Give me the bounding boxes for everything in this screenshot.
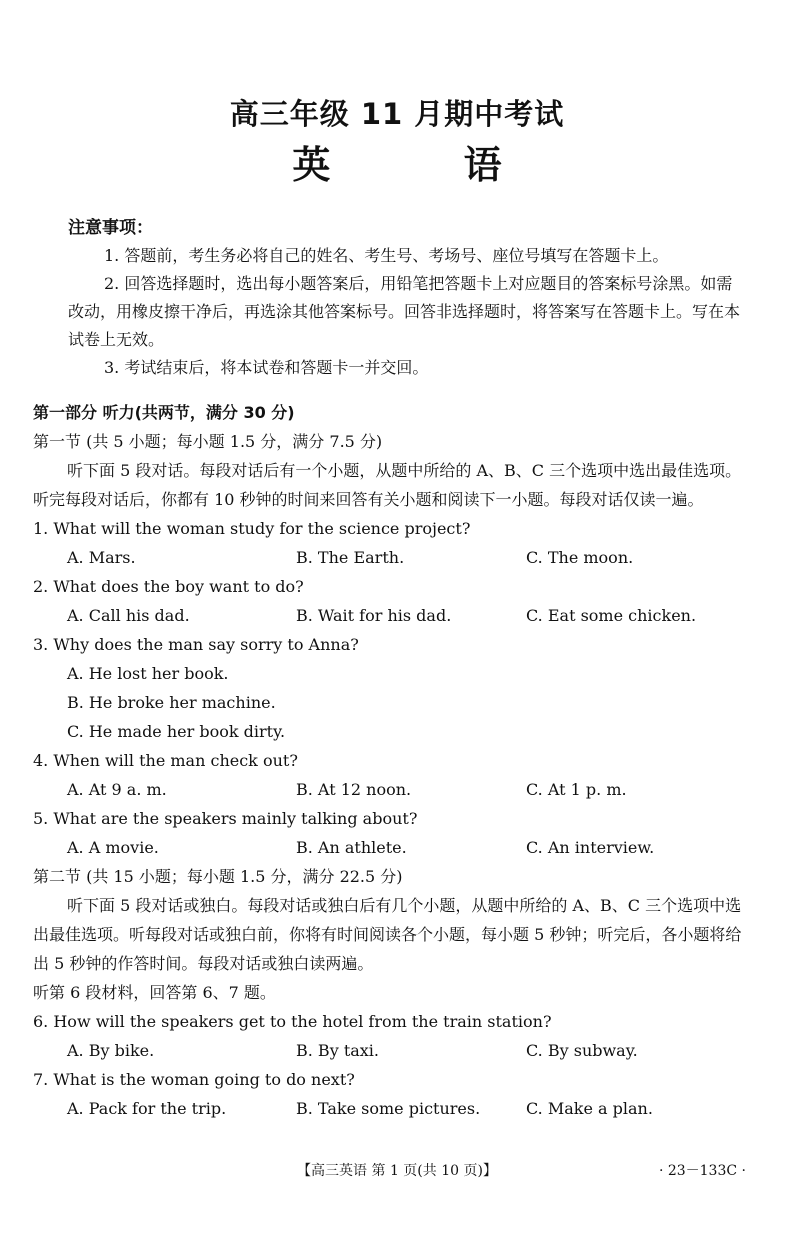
option-b: B. Take some pictures. [296, 1099, 481, 1118]
section2-instructions: 听下面 5 段对话或独白。每段对话或独白后有几个小题，从题中所给的 A、B、C 三个选项中选出最佳选项。听每段对话或独白前，你将有时间阅读各个小题，每小题 5 秒钟；听完后，各小题将给出 5 秒钟的作答时间。每段对话或独白读两遍。 [33, 896, 742, 973]
question-5-options [33, 833, 753, 862]
option-a: A. He lost her book. [67, 664, 229, 683]
option-b: B. An athlete. [296, 838, 407, 857]
option-b: B. At 12 noon. [296, 780, 412, 799]
question-7-options [33, 1094, 753, 1123]
notice-item-1: 1. 答题前，考生务必将自己的姓名、考生号、考场号、座位号填写在答题卡上。 [104, 246, 669, 265]
option-c: C. An interview. [526, 838, 655, 857]
part1-heading: 第一部分 听力(共两节，满分 30 分) [33, 403, 295, 422]
question-7-stem: 7. What is the woman going to do next? [33, 1070, 355, 1089]
option-c: C. By subway. [526, 1041, 638, 1060]
option-a: A. Mars. [67, 548, 136, 567]
question-4-stem: 4. When will the man check out? [33, 751, 298, 770]
question-5-stem: 5. What are the speakers mainly talking about? [33, 809, 418, 828]
question-1-options [33, 543, 753, 572]
option-b: B. He broke her machine. [67, 693, 276, 712]
listening-part [33, 398, 753, 1123]
option-a: A. Call his dad. [67, 606, 190, 625]
option-c: C. The moon. [526, 548, 634, 567]
notice-item-3: 3. 考试结束后，将本试卷和答题卡一并交回。 [104, 358, 429, 377]
option-c: C. Make a plan. [526, 1099, 653, 1118]
question-3-stem: 3. Why does the man say sorry to Anna? [33, 635, 359, 654]
question-2-options [33, 601, 753, 630]
subject-title: 英 语 [292, 143, 562, 187]
option-a: A. A movie. [67, 838, 159, 857]
option-a: A. By bike. [67, 1041, 155, 1060]
question-6-stem: 6. How will the speakers get to the hotel from the train station? [33, 1012, 552, 1031]
option-a: A. At 9 a. m. [67, 780, 167, 799]
exam-code: · 23－133C · [658, 1163, 746, 1179]
option-c: C. He made her book dirty. [67, 722, 286, 741]
notice-section [68, 214, 748, 382]
option-b: B. Wait for his dad. [296, 606, 452, 625]
question-6-options [33, 1036, 753, 1065]
option-b: B. By taxi. [296, 1041, 380, 1060]
page-number-label: 【高三英语 第 1 页(共 10 页)】 [297, 1163, 497, 1179]
question-2-stem: 2. What does the boy want to do? [33, 577, 304, 596]
option-c: C. At 1 p. m. [526, 780, 627, 799]
question-4-options [33, 775, 753, 804]
notice-heading: 注意事项： [68, 218, 153, 238]
exam-title: 高三年级 11 月期中考试 [229, 97, 565, 131]
section1-instructions: 听下面 5 段对话。每段对话后有一个小题，从题中所给的 A、B、C 三个选项中选出最佳选项。听完每段对话后，你都有 10 秒钟的时间来回答有关小题和阅读下一小题。每段对话仅读一遍。 [33, 461, 742, 509]
section2-heading: 第二节 (共 15 小题；每小题 1.5 分，满分 22.5 分) [33, 867, 403, 886]
notice-item-2: 2. 回答选择题时，选出每小题答案后，用铅笔把答题卡上对应题目的答案标号涂黑。如需改动，用橡皮擦干净后，再选涂其他答案标号。回答非选择题时，将答案写在答题卡上。写在本试卷上无效。 [68, 274, 741, 349]
material-note: 听第 6 段材料，回答第 6、7 题。 [33, 983, 276, 1002]
option-b: B. The Earth. [296, 548, 405, 567]
option-c: C. Eat some chicken. [526, 606, 697, 625]
option-a: A. Pack for the trip. [67, 1099, 227, 1118]
section1-heading: 第一节 (共 5 小题；每小题 1.5 分，满分 7.5 分) [33, 432, 383, 451]
question-1-stem: 1. What will the woman study for the science project? [33, 519, 471, 538]
